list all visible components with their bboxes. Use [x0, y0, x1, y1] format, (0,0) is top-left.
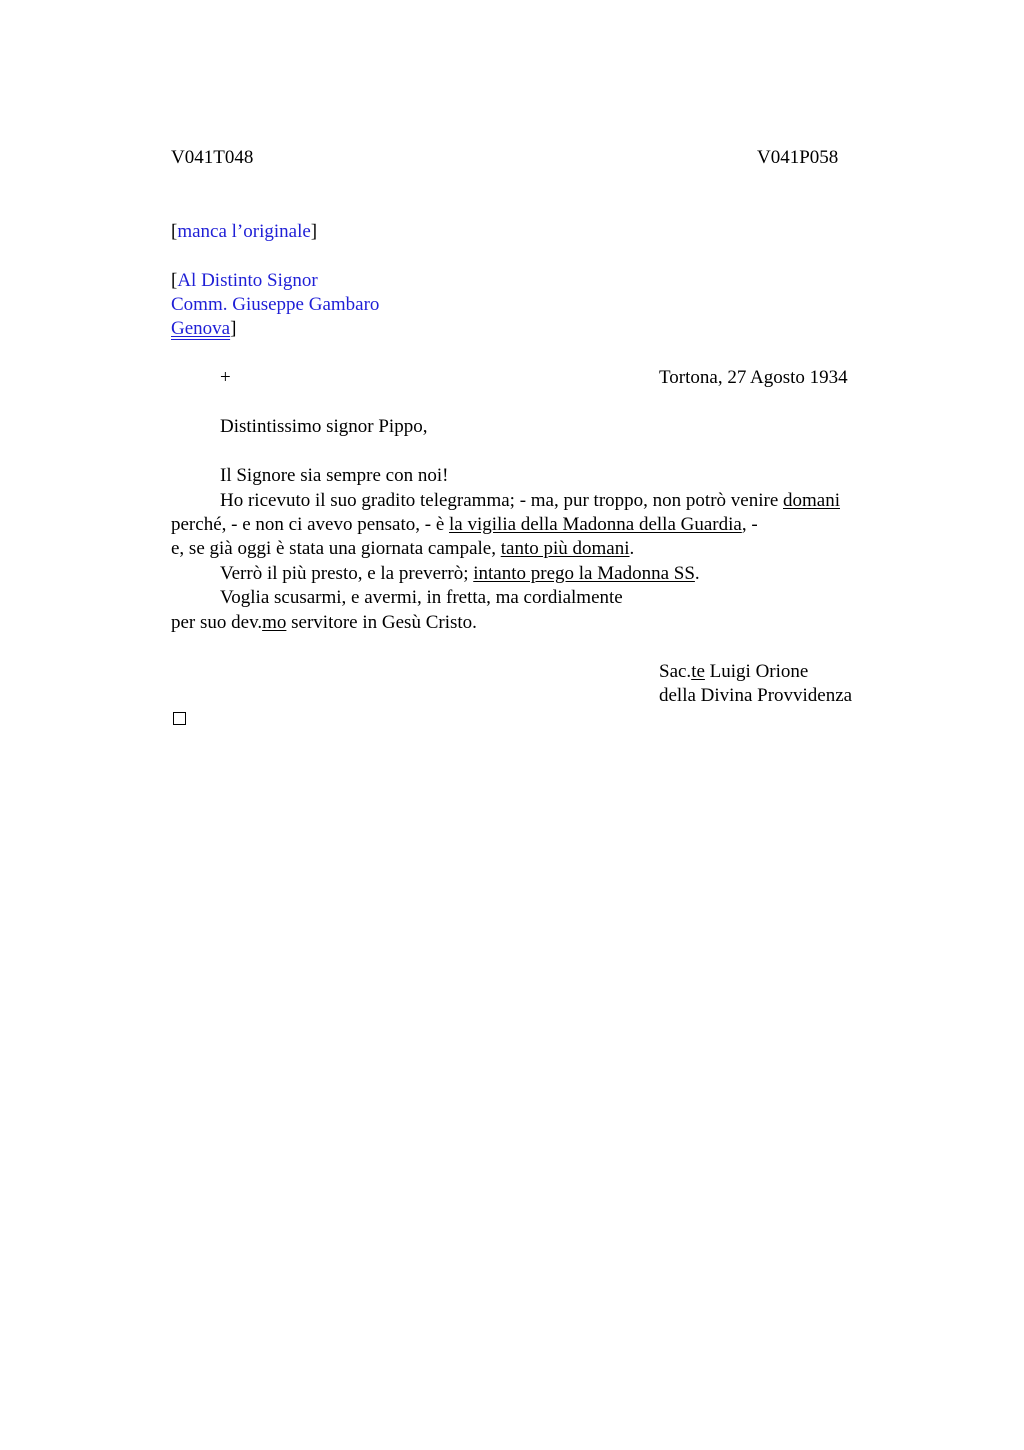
text-run: perché, - e non ci avevo pensato, - è	[171, 514, 450, 535]
address-recipient-title: Al Distinto Signor	[177, 270, 318, 291]
end-mark-square-icon	[173, 712, 186, 725]
body-line-5	[220, 562, 700, 586]
underlined-text: la vigilia della Madonna della Guardia	[449, 514, 742, 535]
body-line-4	[171, 537, 634, 561]
address-city: Genova	[171, 318, 231, 339]
text-run: Luigi Orione	[704, 661, 809, 682]
body-line-2	[220, 489, 840, 513]
cross-mark: +	[220, 367, 231, 388]
text-run: Verrò il più presto, e la preverrò;	[220, 563, 474, 584]
body-line-1: Il Signore sia sempre con noi!	[220, 465, 449, 486]
editorial-note-text: manca l’originale	[177, 221, 311, 242]
text-run: .	[629, 538, 635, 559]
text-run: .	[694, 563, 700, 584]
address-line-3	[171, 317, 236, 341]
address-line-2: Comm. Giuseppe Gambaro	[171, 294, 380, 315]
underlined-text: mo	[262, 612, 287, 633]
signature-line-2: della Divina Provvidenza	[659, 685, 853, 706]
body-line-7	[171, 611, 477, 635]
address-line-1	[171, 269, 318, 293]
document-code-right: V041P058	[757, 147, 839, 168]
text-run: servitore in Gesù Cristo.	[286, 612, 477, 633]
document-code-left: V041T048	[171, 147, 254, 168]
underlined-text: te	[691, 661, 705, 682]
salutation: Distintissimo signor Pippo,	[220, 416, 428, 437]
bracket-open: [	[171, 270, 178, 291]
text-run: e, se già oggi è stata una giornata campale,	[171, 538, 501, 559]
text-run: Ho ricevuto il suo gradito telegramma; - ma, pur troppo, non potrò venire	[220, 490, 783, 511]
body-line-3	[171, 513, 758, 537]
text-run: Sac.	[659, 661, 692, 682]
bracket-open: [	[171, 221, 178, 242]
underlined-text: domani	[783, 490, 840, 511]
text-run: , -	[741, 514, 758, 535]
place-date: Tortona, 27 Agosto 1934	[659, 367, 848, 388]
body-line-6: Voglia scusarmi, e avermi, in fretta, ma cordialmente	[220, 587, 623, 608]
signature-line-1	[659, 660, 808, 684]
text-run: per suo dev.	[171, 612, 263, 633]
underlined-text: tanto più domani	[500, 538, 630, 559]
underlined-text: intanto prego la Madonna SS	[473, 563, 695, 584]
editorial-note	[171, 220, 317, 244]
bracket-close: ]	[310, 221, 318, 242]
bracket-close: ]	[230, 318, 237, 339]
